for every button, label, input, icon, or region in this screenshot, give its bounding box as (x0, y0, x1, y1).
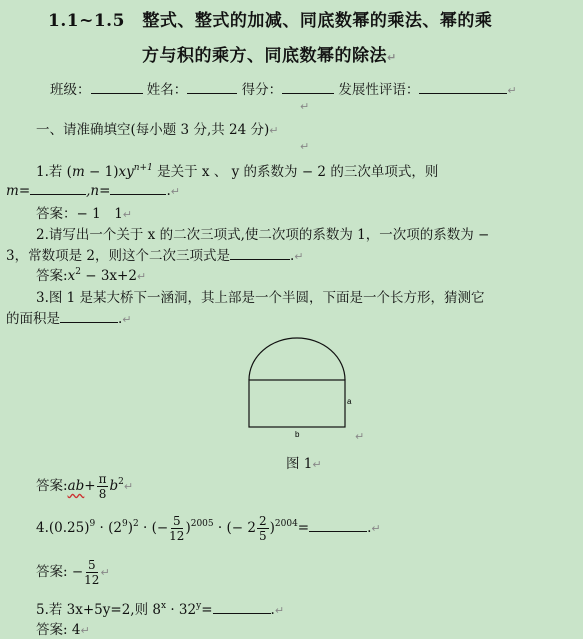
q1-n-label: ,n (86, 183, 100, 199)
name-blank[interactable] (187, 81, 237, 94)
q1-n-blank[interactable] (110, 182, 166, 195)
q4-part-d: · (− (138, 520, 169, 536)
page-title-line2-text: 方与积的乘方、同底数幂的除法 (142, 46, 387, 66)
q5-exp-b: y (196, 601, 202, 611)
q4-answer-label: 答案: − (36, 564, 84, 580)
q4-part-f: · (− 2 (213, 520, 256, 536)
q2-blank[interactable] (230, 247, 290, 260)
q2-answer-x: x (67, 268, 76, 284)
comment-label: 发展性评语： (338, 82, 420, 98)
q5-blank[interactable] (213, 601, 271, 614)
label-b: b (295, 430, 300, 439)
q4-exp-a: 9 (89, 519, 96, 529)
question-3-line2: 的面积是 .↵ (6, 311, 132, 327)
q5-equals: = (201, 602, 213, 618)
q3-fraction-num: π (98, 472, 107, 486)
figure-caption-text: 图 1 (286, 456, 313, 472)
header-fields (50, 78, 517, 98)
q3-blank[interactable] (60, 310, 118, 323)
paragraph-mark: ↵ (387, 51, 397, 64)
paragraph-mark: ↵ (312, 458, 322, 471)
q2-answer-rest: − 3x+2 (80, 268, 137, 284)
page-title-line1: 1.1~1.5 整式、整式的加减、同底数幂的乘法、幂的乘 (48, 11, 493, 31)
q1-m: m (71, 164, 85, 180)
q1-rest: 是关于 x 、 y 的系数为 − 2 的三次单项式，则 (152, 164, 439, 180)
question-1-blanks: m= ,n= .↵ (6, 183, 180, 199)
paragraph-mark: ↵ (269, 124, 279, 137)
q4-answer-num: 5 (87, 558, 96, 572)
question-2-line1: 2.请写出一个关于 x 的二次三项式,使二次项的系数为 1，一次项的系数为 − (36, 227, 490, 243)
question-5: 5.若 3x+5y=2,则 $8^x \cdot 32^y=$ .↵ (36, 601, 285, 618)
q3-fraction-den: 8 (98, 487, 107, 501)
question-3-line1: 3.图 1 是某大桥下一涵洞，其上部是一个半圆，下面是一个长方形，猜测它 (36, 290, 485, 306)
q1-answer (36, 202, 132, 222)
paragraph-mark: ↵ (507, 84, 517, 97)
q5-part-b: · 32 (166, 602, 197, 618)
question-2-line2: 3，常数项是 2，则这个二次三项式是 .↵ (6, 248, 304, 264)
q1-exponent: n+1 (133, 163, 153, 173)
paragraph-mark: ↵ (123, 480, 134, 493)
culvert-rectangle (249, 380, 345, 427)
q3-answer-fraction (97, 472, 109, 501)
q5-part-a: 5.若 3x+5y=2,则 8 (36, 602, 161, 618)
question-1 (36, 160, 438, 180)
section-heading-text: 一、请准确填空(每小题 3 分,共 24 分) (36, 122, 270, 138)
q4-exp-e: 2005 (190, 519, 214, 529)
q4-exp-b: 9 (121, 519, 128, 529)
q3-answer-b: b (109, 478, 119, 494)
page-title-line2 (142, 41, 397, 66)
q4-answer-den: 12 (84, 573, 100, 587)
q3-answer-label: 答案: (36, 478, 68, 494)
paragraph-mark: ↵ (294, 250, 304, 263)
culvert-semicircle (249, 338, 345, 380)
q2-line2-text: 3，常数项是 2，则这个二次三项式是 (6, 248, 230, 264)
q4-fraction-1 (169, 514, 184, 543)
paragraph-mark: ↵ (355, 430, 365, 443)
paragraph-mark: ↵ (136, 270, 147, 283)
q4-part-g: ) (269, 520, 275, 536)
class-blank[interactable] (91, 81, 143, 94)
q1-eq: = (18, 183, 31, 199)
q1-minus: − 1) (84, 164, 119, 180)
q5-answer (36, 618, 90, 638)
q2-answer (36, 264, 146, 284)
q4-frac2-den: 5 (258, 529, 267, 543)
q5-answer-text: 答案: 4 (36, 622, 81, 638)
q3-answer-exp: 2 (118, 477, 124, 487)
q4-frac1-num: 5 (172, 514, 181, 528)
name-label: 姓名： (146, 82, 188, 98)
q2-answer-label: 答案: (36, 268, 68, 284)
paragraph-mark: ↵ (274, 604, 285, 617)
class-label: 班级： (50, 82, 91, 98)
culvert-figure (245, 335, 355, 445)
q1-answer-text: 答案：− 1 1 (36, 206, 123, 222)
q4-part-c: ) (127, 520, 133, 536)
q4-answer-fraction (84, 558, 99, 587)
q4-exp-g: 2004 (274, 519, 298, 529)
q1-m-label: m (6, 183, 19, 199)
q5-exp-a: x (160, 601, 167, 611)
paragraph-mark: ↵ (122, 208, 132, 221)
q1-prefix: 1.若 ( (36, 164, 72, 180)
question-4: $4.(0.25)^9 \cdot (2^9)^2$ · (− $\frac{5}{12}$ )$^{2005}$ · (− 2 $\frac{2}{5}$ )$^{2004}$= .↵ (36, 514, 381, 543)
paragraph-mark: ↵ (170, 185, 180, 198)
paragraph-mark: ↵ (300, 100, 310, 113)
paragraph-mark: ↵ (80, 624, 90, 637)
label-a: a (347, 397, 352, 406)
q4-frac2-num: 2 (258, 514, 267, 528)
q1-m-blank[interactable] (30, 182, 86, 195)
q4-blank[interactable] (309, 519, 367, 532)
q3-answer-ab: ab (67, 478, 85, 494)
score-label: 得分： (241, 82, 283, 98)
paragraph-mark: ↵ (100, 566, 110, 579)
q1-xy: xy (118, 164, 134, 180)
q4-part-a: 4.(0.25) (36, 520, 90, 536)
q4-answer (36, 558, 110, 587)
section-heading (36, 118, 278, 138)
q3-line2-text: 的面积是 (6, 311, 60, 327)
q4-fraction-2 (257, 514, 269, 543)
score-blank[interactable] (282, 81, 334, 94)
q3-answer (36, 472, 133, 501)
paragraph-mark: ↵ (371, 522, 381, 535)
q4-equals: = (297, 520, 310, 536)
q4-exp-c: 2 (132, 519, 139, 529)
paragraph-mark: ↵ (300, 140, 310, 153)
paragraph-mark: ↵ (122, 313, 132, 326)
q1-eq2: = (99, 183, 111, 199)
figure-caption (286, 452, 322, 472)
q4-frac1-den: 12 (169, 529, 185, 543)
q2-answer-exp: 2 (75, 267, 81, 277)
q4-part-e: ) (185, 520, 191, 536)
q4-part-b: · (2 (95, 520, 122, 536)
comment-blank[interactable] (419, 81, 507, 94)
q3-answer-plus: + (84, 478, 96, 494)
